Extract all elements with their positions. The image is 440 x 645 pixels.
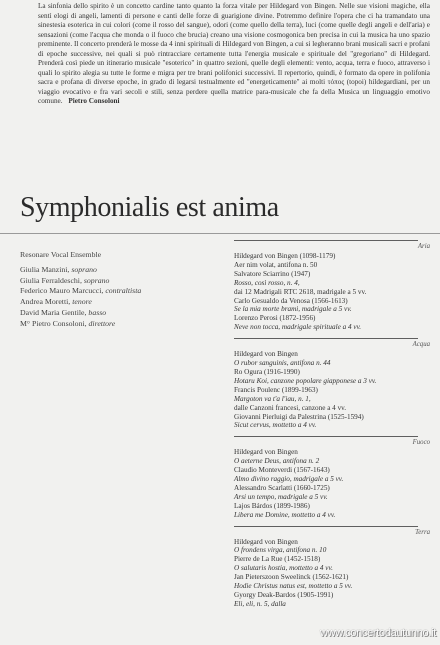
program-line: Sicut cervus, mottetto a 4 vv. [234, 421, 317, 430]
program-line: O aeterne Deus, antifona n. 2 [234, 457, 320, 466]
program-line: Hildegard von Bingen (1098-1179) [234, 252, 336, 260]
program-line: Claudio Monteverdi (1567-1643) [234, 466, 330, 475]
program-section [234, 240, 430, 332]
section-header [234, 528, 430, 538]
program-line: Se la mia morte brami, madrigale a 5 vv. [234, 305, 352, 314]
program-line: Libera me Domine, mottetto a 4 vv. [234, 510, 336, 519]
program-line: Neve non tocca, madrigale spirituale a 4 vv. [234, 323, 362, 332]
program-line: Lorenzo Perosi (1872-1956) [234, 314, 316, 323]
ensemble-name: Resonare Vocal Ensemble [20, 250, 102, 259]
performer-role: contraltista [105, 286, 142, 296]
program-line: Margoton va t'a l'iau, n. 1, [234, 394, 311, 403]
program-section [234, 338, 430, 430]
program-line: Hildegard von Bingen [234, 537, 298, 546]
performer-name: Andrea Moretti, [20, 297, 73, 307]
performer-name: Giulia Ferraldeschi, [20, 275, 84, 285]
program-line: Carlo Gesualdo da Venosa (1566-1613) [234, 296, 348, 305]
program-line: O rubor sanguinis, antifona n. 44 [234, 359, 331, 368]
performer-role: direttore [88, 318, 116, 328]
performer-list [20, 265, 240, 330]
performer-item [20, 265, 240, 276]
program-line: Arsi un tempo, madrigale a 5 vv. [234, 492, 328, 501]
performer-role: basso [88, 307, 107, 317]
section-title: Aria [417, 243, 430, 250]
program-line: dalle Canzoni francesi, canzone a 4 vv. [234, 403, 347, 412]
website-watermark: www.concertodautunno.it [319, 627, 436, 639]
program-line: Almo divino raggio, madrigale a 5 vv. [234, 475, 344, 484]
intro-text-block [38, 2, 430, 107]
intro-signature: Pietro Consoloni [68, 97, 120, 106]
performer-item [20, 297, 240, 308]
performer-role: soprano [83, 275, 110, 285]
performer-role: tenore [72, 297, 92, 307]
performer-name: M° Pietro Consoloni, [20, 318, 89, 328]
program-section [234, 526, 430, 609]
program-line: Rosso, così rosso, n. 4, [234, 278, 300, 287]
program-line: Alessandro Scarlatti (1660-1725) [234, 483, 330, 492]
section-header [234, 439, 430, 448]
section-header [234, 243, 430, 252]
program-line: Salvatore Sciarrino (1947) [234, 269, 311, 278]
program-line: Ro Ogura (1916-1990) [234, 367, 300, 376]
program-line: Lajos Bárdos (1899-1986) [234, 501, 310, 510]
program-line: Hildegard von Bingen [234, 448, 298, 457]
program-list [234, 240, 430, 615]
ensemble-block [20, 250, 240, 330]
program-line: dai 12 Madrigali RTC 2618, madrigale a 5 vv. [234, 287, 367, 296]
title-divider [0, 233, 440, 234]
program-line: Jan Pieterszoon Sweelinck (1562-1621) [234, 573, 349, 582]
performer-role: soprano [71, 264, 97, 274]
program-line: Giovanni Pierluigi da Palestrina (1525-1594) [234, 412, 364, 421]
program-line: Hodie Christus natus est, mottetto a 5 vv. [234, 582, 353, 591]
section-title: Fuoco [412, 439, 430, 447]
program-line: Eli, eli, n. 5, dalla [234, 599, 286, 608]
program-section [234, 436, 430, 519]
performer-name: Giulia Manzini, [20, 264, 72, 274]
performer-item [20, 319, 240, 330]
section-title: Terra [415, 528, 430, 536]
intro-paragraph: La sinfonia dello spirito è un concetto cardine tanto quanto la forza vitale per Hildegard von Bingen. Nelle sue visioni magiche, ella sentì elogi di angeli, lamenti di persone e canti delle forze di guarigione divine. Potremmo definire l'opera che ci ha tramandato una sinestesia esoterica in cui colori (come il rosso del sangue), odori (come quello della terra), luci (come quelle degli angeli e dell'aria) e sensazioni (come l'acqua che monda o il fuoco che brucia) creano una visione cosmogonica ben precisa in cui la musica ha uno spazio preminente. Il concerto prenderà le mosse da 4 inni spirituali di Hildegard von Bingen, a cui si legheranno brani musicali sacri e profani di epoche successive, nei quali si può rintracciare certamente tutta l'energia musicale e spirituale del "gregoriano" di Hildegard. Prenderà così piede un itinerario musicale "esoterico" in quattro sezioni, quelle degli elementi: vento, acqua, terra e fuoco, attraverso i quali lo spirito alegia su tutte le forme e migra per tre brani polifonici successivi. Il repertorio, quindi, è formato da opere in polifonia sacra e profana di diverse epoche, in grado di legarsi testualmente ed "energeticamente" ai molti τόπος (topoi) hildegardiani, per un viaggio evocativo e fra vari secoli e stili, senza perdere quella matrice para-musicale che fa della Musica un linguaggio emotivo comune. [38, 2, 430, 106]
section-title: Acqua [412, 341, 430, 349]
performer-item [20, 286, 240, 297]
program-line: O salutaris hostia, mottetto a 4 vv. [234, 564, 333, 573]
program-line: Hildegard von Bingen [234, 350, 298, 359]
program-line: O frondens virga, antifona n. 10 [234, 546, 327, 555]
concert-title: Symphonialis est anima [20, 192, 279, 223]
section-header [234, 341, 430, 350]
performer-item [20, 308, 240, 319]
program-line: Hotaru Koi, canzone popolare giapponese a 3 vv. [234, 376, 377, 385]
program-line: Aer nim volat, antifona n. 50 [234, 260, 318, 269]
program-line: Pierre de La Rue (1452-1518) [234, 555, 321, 564]
performer-name: David Maria Gentile, [20, 307, 89, 317]
performer-name: Federico Mauro Marcucci, [20, 286, 106, 296]
program-line: Gyorgy Deak-Bardos (1905-1991) [234, 591, 334, 599]
performer-item [20, 276, 240, 287]
program-line: Francis Poulenc (1899-1963) [234, 385, 318, 394]
